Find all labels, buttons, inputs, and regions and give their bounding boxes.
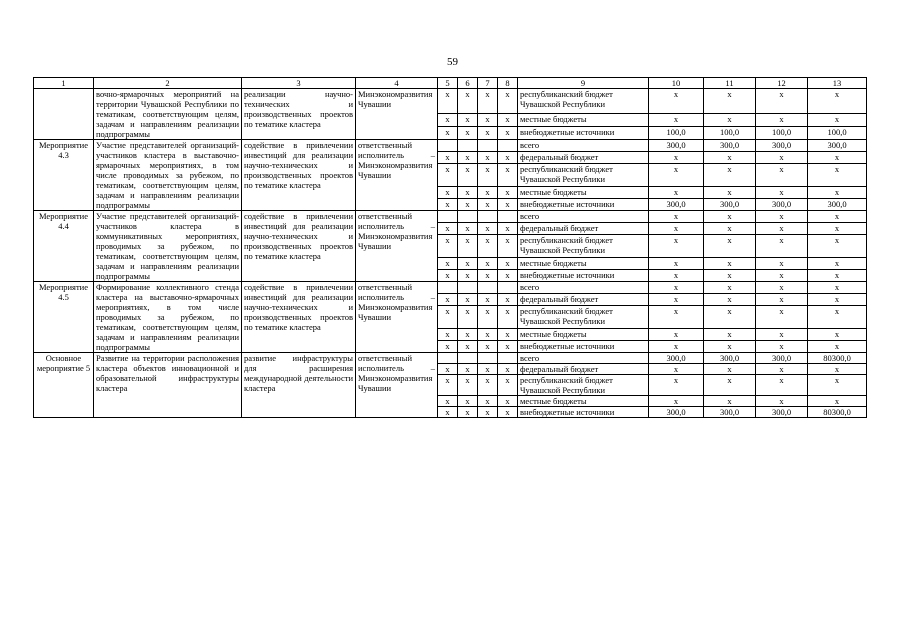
- funding-source: федеральный бюджет: [518, 294, 649, 306]
- funding-value: x: [649, 257, 704, 269]
- funding-value: x: [756, 340, 808, 352]
- code-mark-cell: x: [458, 269, 478, 281]
- code-mark-cell: x: [498, 235, 518, 258]
- funding-value: x: [704, 235, 756, 258]
- code-mark-cell: x: [438, 164, 458, 187]
- funding-value: x: [704, 328, 756, 340]
- column-header-row: [34, 78, 867, 89]
- code-mark-cell: [498, 282, 518, 294]
- funding-value: x: [756, 211, 808, 223]
- funding-value: 300,0: [704, 353, 756, 364]
- code-mark-cell: x: [478, 223, 498, 235]
- funding-value: x: [808, 235, 867, 258]
- funding-value: x: [704, 294, 756, 306]
- funding-value: x: [649, 364, 704, 375]
- funding-value: x: [649, 375, 704, 396]
- funding-value: x: [649, 223, 704, 235]
- activity-executor: ответственный исполнитель – Минэкономразвития Чувашии: [356, 353, 438, 418]
- funding-source: внебюджетные источники: [518, 340, 649, 352]
- activity-code: Мероприятие 4.4: [34, 211, 94, 282]
- code-mark-cell: x: [498, 306, 518, 329]
- funding-value: x: [808, 306, 867, 329]
- funding-value: 300,0: [649, 140, 704, 152]
- column-header: 12: [756, 78, 808, 89]
- code-mark-cell: x: [478, 198, 498, 210]
- funding-source: федеральный бюджет: [518, 364, 649, 375]
- code-mark-cell: x: [438, 186, 458, 198]
- code-mark-cell: x: [498, 375, 518, 396]
- code-mark-cell: [498, 140, 518, 152]
- column-header: 13: [808, 78, 867, 89]
- funding-value: 300,0: [704, 140, 756, 152]
- code-mark-cell: x: [458, 89, 478, 114]
- code-mark-cell: [458, 140, 478, 152]
- code-mark-cell: x: [458, 164, 478, 187]
- code-mark-cell: x: [478, 375, 498, 396]
- funding-value: x: [704, 375, 756, 396]
- activity-executor: ответственный исполнитель – Минэкономразвития Чувашии: [356, 282, 438, 353]
- code-mark-cell: x: [458, 126, 478, 139]
- code-mark-cell: x: [478, 235, 498, 258]
- funding-value: x: [756, 186, 808, 198]
- funding-value: x: [808, 223, 867, 235]
- funding-value: 300,0: [649, 407, 704, 418]
- activity-goal: развитие инфраструктуры для расширения международной деятельности кластера: [242, 353, 356, 418]
- funding-value: x: [756, 235, 808, 258]
- funding-source: всего: [518, 353, 649, 364]
- column-header: 9: [518, 78, 649, 89]
- funding-value: x: [756, 223, 808, 235]
- activity-name: вочно-ярмарочных мероприятий на территории Чувашской Республики по тематикам, соответствующим целям, задачам и направлениям реализации подпрограммы: [94, 89, 242, 140]
- funding-source: республиканский бюджет Чувашской Республики: [518, 375, 649, 396]
- funding-value: x: [704, 340, 756, 352]
- code-mark-cell: x: [438, 340, 458, 352]
- funding-value: x: [756, 257, 808, 269]
- table-row: [34, 211, 867, 223]
- funding-value: 100,0: [808, 126, 867, 139]
- funding-value: x: [649, 113, 704, 126]
- funding-value: 80300,0: [808, 353, 867, 364]
- code-mark-cell: x: [478, 407, 498, 418]
- funding-value: 300,0: [808, 140, 867, 152]
- funding-value: x: [704, 269, 756, 281]
- table-row: [34, 353, 867, 364]
- code-mark-cell: x: [498, 407, 518, 418]
- code-mark-cell: x: [438, 407, 458, 418]
- activity-executor: ответственный исполнитель – Минэкономразвития Чувашии: [356, 140, 438, 211]
- funding-source: республиканский бюджет Чувашской Республики: [518, 306, 649, 329]
- column-header: 6: [458, 78, 478, 89]
- funding-source: местные бюджеты: [518, 396, 649, 407]
- funding-source: всего: [518, 140, 649, 152]
- activity-name: Участие представителей организаций-участников кластера в коммуникативных мероприятиях, проводимых за рубежом, по тематикам, соответствующим целям, задачам и направлениям реализации подпрограммы: [94, 211, 242, 282]
- funding-value: x: [756, 364, 808, 375]
- code-mark-cell: x: [478, 186, 498, 198]
- funding-source: местные бюджеты: [518, 328, 649, 340]
- funding-value: x: [704, 257, 756, 269]
- funding-value: 100,0: [649, 126, 704, 139]
- funding-value: x: [756, 164, 808, 187]
- code-mark-cell: x: [458, 113, 478, 126]
- code-mark-cell: x: [458, 257, 478, 269]
- code-mark-cell: x: [478, 89, 498, 114]
- funding-value: x: [649, 164, 704, 187]
- funding-value: 300,0: [756, 140, 808, 152]
- code-mark-cell: x: [478, 257, 498, 269]
- funding-source: всего: [518, 211, 649, 223]
- code-mark-cell: [438, 282, 458, 294]
- code-mark-cell: x: [458, 223, 478, 235]
- code-mark-cell: x: [498, 294, 518, 306]
- activity-goal: реализации научно-технических и производственных проектов по тематике кластера: [242, 89, 356, 140]
- funding-value: x: [756, 306, 808, 329]
- code-mark-cell: x: [438, 328, 458, 340]
- funding-value: x: [756, 294, 808, 306]
- funding-value: x: [808, 113, 867, 126]
- funding-value: x: [808, 89, 867, 114]
- code-mark-cell: x: [438, 235, 458, 258]
- program-table: [33, 77, 867, 418]
- code-mark-cell: x: [498, 364, 518, 375]
- code-mark-cell: x: [458, 364, 478, 375]
- funding-value: x: [808, 294, 867, 306]
- activity-code: Мероприятие 4.5: [34, 282, 94, 353]
- funding-value: x: [756, 396, 808, 407]
- code-mark-cell: x: [498, 113, 518, 126]
- funding-value: x: [704, 186, 756, 198]
- code-mark-cell: x: [458, 396, 478, 407]
- funding-value: x: [704, 152, 756, 164]
- activity-name: Развитие на территории расположения кластера объектов инновационной и образовательной инфраструктуры кластера: [94, 353, 242, 418]
- column-header: 2: [94, 78, 242, 89]
- funding-value: x: [704, 282, 756, 294]
- code-mark-cell: x: [458, 407, 478, 418]
- code-mark-cell: x: [478, 364, 498, 375]
- code-mark-cell: x: [498, 396, 518, 407]
- funding-source: местные бюджеты: [518, 186, 649, 198]
- code-mark-cell: x: [438, 294, 458, 306]
- code-mark-cell: x: [458, 152, 478, 164]
- activity-name: Участие представителей организаций-участников кластера в выставочно-ярмарочных мероприятиях, в том числе проводимых за рубежом, по тематикам, соответствующим целям, задачам и направлениям реализации подпрограммы: [94, 140, 242, 211]
- code-mark-cell: x: [478, 269, 498, 281]
- code-mark-cell: x: [438, 89, 458, 114]
- funding-value: x: [808, 340, 867, 352]
- code-mark-cell: x: [458, 235, 478, 258]
- code-mark-cell: x: [478, 152, 498, 164]
- funding-value: x: [756, 269, 808, 281]
- column-header: 3: [242, 78, 356, 89]
- code-mark-cell: [458, 282, 478, 294]
- column-header: 10: [649, 78, 704, 89]
- funding-source: местные бюджеты: [518, 257, 649, 269]
- funding-value: 300,0: [704, 198, 756, 210]
- code-mark-cell: x: [438, 306, 458, 329]
- funding-source: республиканский бюджет Чувашской Республики: [518, 235, 649, 258]
- column-header: 7: [478, 78, 498, 89]
- funding-value: 100,0: [704, 126, 756, 139]
- funding-value: 80300,0: [808, 407, 867, 418]
- funding-value: x: [704, 89, 756, 114]
- code-mark-cell: x: [458, 328, 478, 340]
- code-mark-cell: x: [478, 294, 498, 306]
- code-mark-cell: x: [458, 375, 478, 396]
- funding-source: всего: [518, 282, 649, 294]
- code-mark-cell: [478, 140, 498, 152]
- code-mark-cell: [438, 140, 458, 152]
- funding-value: x: [704, 164, 756, 187]
- funding-value: x: [704, 364, 756, 375]
- code-mark-cell: [438, 353, 458, 364]
- column-header: 11: [704, 78, 756, 89]
- funding-value: x: [704, 223, 756, 235]
- funding-value: x: [808, 269, 867, 281]
- code-mark-cell: x: [478, 113, 498, 126]
- code-mark-cell: x: [498, 269, 518, 281]
- funding-value: x: [756, 328, 808, 340]
- code-mark-cell: x: [498, 257, 518, 269]
- code-mark-cell: x: [478, 340, 498, 352]
- funding-value: x: [704, 306, 756, 329]
- funding-source: федеральный бюджет: [518, 152, 649, 164]
- funding-value: x: [808, 152, 867, 164]
- activity-name: Формирование коллективного стенда кластера на выставочно-ярмарочных мероприятиях, в том числе проводимых за рубежом, по тематикам, соответствующим целям, задачам и направлениям реализации подпрограммы: [94, 282, 242, 353]
- code-mark-cell: x: [498, 186, 518, 198]
- table-row: [34, 140, 867, 152]
- funding-value: 300,0: [756, 198, 808, 210]
- activity-executor: ответственный исполнитель – Минэкономразвития Чувашии: [356, 211, 438, 282]
- funding-value: x: [649, 152, 704, 164]
- code-mark-cell: x: [438, 126, 458, 139]
- funding-value: x: [649, 328, 704, 340]
- code-mark-cell: x: [498, 126, 518, 139]
- column-header: 4: [356, 78, 438, 89]
- funding-value: 300,0: [756, 353, 808, 364]
- code-mark-cell: x: [438, 269, 458, 281]
- code-mark-cell: [478, 282, 498, 294]
- funding-value: x: [808, 164, 867, 187]
- code-mark-cell: [478, 353, 498, 364]
- funding-value: x: [649, 306, 704, 329]
- activity-code: [34, 89, 94, 140]
- funding-value: 100,0: [756, 126, 808, 139]
- funding-value: x: [756, 113, 808, 126]
- funding-value: x: [756, 89, 808, 114]
- funding-value: x: [756, 152, 808, 164]
- funding-value: x: [808, 364, 867, 375]
- table-row: [34, 282, 867, 294]
- code-mark-cell: x: [498, 328, 518, 340]
- funding-value: x: [649, 294, 704, 306]
- code-mark-cell: [498, 353, 518, 364]
- code-mark-cell: x: [438, 396, 458, 407]
- table-row: [34, 89, 867, 114]
- funding-value: x: [808, 186, 867, 198]
- funding-value: x: [808, 375, 867, 396]
- code-mark-cell: x: [498, 164, 518, 187]
- funding-value: x: [756, 282, 808, 294]
- code-mark-cell: x: [458, 340, 478, 352]
- funding-value: x: [649, 235, 704, 258]
- code-mark-cell: x: [458, 198, 478, 210]
- code-mark-cell: [498, 211, 518, 223]
- activity-goal: содействие в привлечении инвестиций для реализации научно-технических и производственных проектов по тематике кластера: [242, 211, 356, 282]
- code-mark-cell: x: [478, 306, 498, 329]
- funding-value: x: [649, 89, 704, 114]
- funding-value: x: [649, 211, 704, 223]
- funding-value: 300,0: [649, 198, 704, 210]
- code-mark-cell: x: [438, 223, 458, 235]
- code-mark-cell: x: [458, 186, 478, 198]
- code-mark-cell: x: [478, 396, 498, 407]
- code-mark-cell: x: [438, 375, 458, 396]
- code-mark-cell: x: [438, 257, 458, 269]
- code-mark-cell: x: [498, 89, 518, 114]
- funding-value: x: [808, 328, 867, 340]
- page-number: 59: [447, 56, 458, 68]
- funding-value: x: [808, 211, 867, 223]
- code-mark-cell: x: [438, 152, 458, 164]
- activity-goal: содействие в привлечении инвестиций для реализации научно-технических и производственных проектов по тематике кластера: [242, 140, 356, 211]
- activity-code: Мероприятие 4.3: [34, 140, 94, 211]
- column-header: 1: [34, 78, 94, 89]
- funding-source: внебюджетные источники: [518, 198, 649, 210]
- code-mark-cell: x: [458, 294, 478, 306]
- funding-value: x: [704, 396, 756, 407]
- code-mark-cell: [478, 211, 498, 223]
- code-mark-cell: x: [478, 164, 498, 187]
- funding-value: x: [649, 282, 704, 294]
- funding-value: x: [649, 396, 704, 407]
- column-header: 5: [438, 78, 458, 89]
- funding-source: внебюджетные источники: [518, 407, 649, 418]
- code-mark-cell: [458, 211, 478, 223]
- funding-value: x: [649, 269, 704, 281]
- funding-source: республиканский бюджет Чувашской Республики: [518, 164, 649, 187]
- funding-value: 300,0: [756, 407, 808, 418]
- funding-value: 300,0: [808, 198, 867, 210]
- funding-value: x: [808, 282, 867, 294]
- funding-value: x: [704, 211, 756, 223]
- code-mark-cell: x: [498, 223, 518, 235]
- funding-value: x: [649, 340, 704, 352]
- code-mark-cell: x: [438, 364, 458, 375]
- funding-value: x: [808, 257, 867, 269]
- funding-source: федеральный бюджет: [518, 223, 649, 235]
- funding-value: x: [649, 186, 704, 198]
- activity-executor: Минэкономразвития Чувашии: [356, 89, 438, 140]
- code-mark-cell: x: [438, 113, 458, 126]
- code-mark-cell: x: [438, 198, 458, 210]
- code-mark-cell: x: [478, 126, 498, 139]
- funding-value: 300,0: [704, 407, 756, 418]
- funding-value: x: [756, 375, 808, 396]
- code-mark-cell: [458, 353, 478, 364]
- funding-value: 300,0: [649, 353, 704, 364]
- funding-source: внебюджетные источники: [518, 269, 649, 281]
- code-mark-cell: x: [498, 198, 518, 210]
- funding-source: республиканский бюджет Чувашской Республики: [518, 89, 649, 114]
- activity-goal: содействие в привлечении инвестиций для реализации научно-технических и производственных проектов по тематике кластера: [242, 282, 356, 353]
- code-mark-cell: x: [498, 340, 518, 352]
- funding-value: x: [808, 396, 867, 407]
- code-mark-cell: x: [498, 152, 518, 164]
- code-mark-cell: x: [478, 328, 498, 340]
- column-header: 8: [498, 78, 518, 89]
- activity-code: Основное мероприятие 5: [34, 353, 94, 418]
- funding-source: местные бюджеты: [518, 113, 649, 126]
- code-mark-cell: x: [458, 306, 478, 329]
- funding-source: внебюджетные источники: [518, 126, 649, 139]
- code-mark-cell: [438, 211, 458, 223]
- funding-value: x: [704, 113, 756, 126]
